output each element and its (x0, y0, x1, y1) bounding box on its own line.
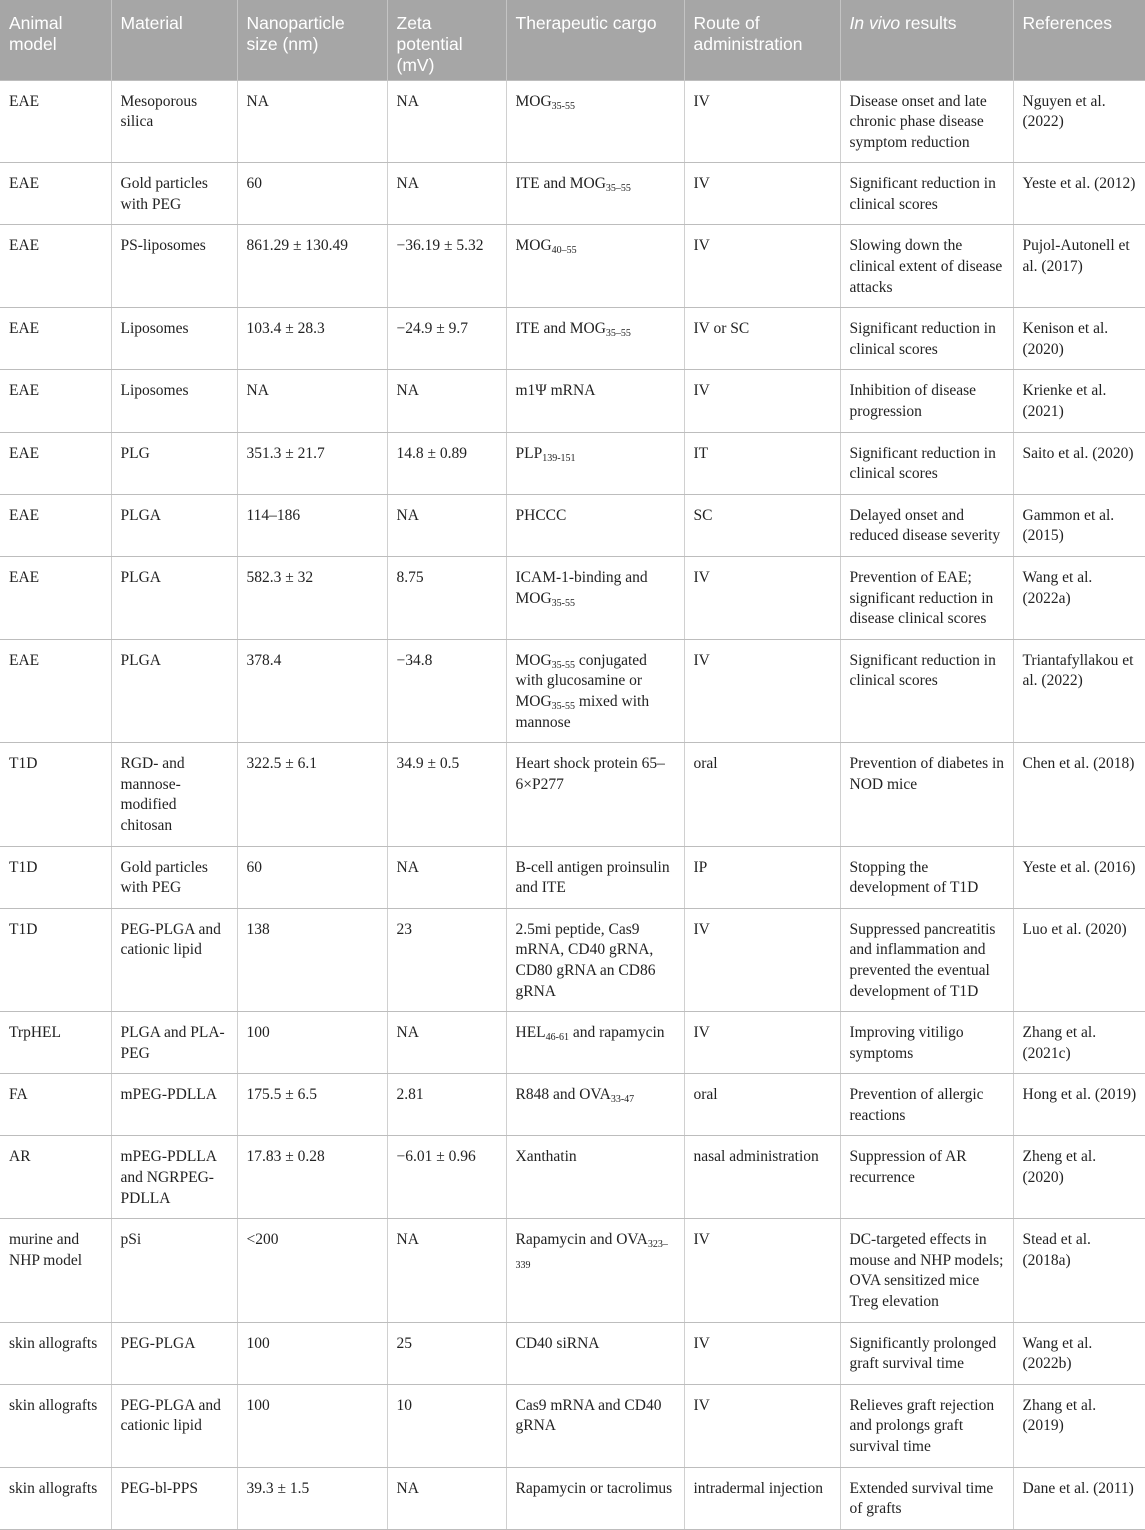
table-row (0, 1074, 1145, 1136)
results-cell: Slowing down the clinical extent of disease attacks (840, 225, 1013, 308)
cargo-cell (506, 370, 684, 432)
material-cell: pSi (111, 1219, 237, 1322)
zeta-cell: −24.9 ± 9.7 (387, 308, 506, 370)
cargo-cell (506, 494, 684, 556)
results-cell: Delayed onset and reduced disease severity (840, 494, 1013, 556)
material-cell: Mesoporous silica (111, 80, 237, 163)
size-cell: 60 (237, 163, 387, 225)
reference-cell: Stead et al. (2018a) (1013, 1219, 1145, 1322)
reference-cell: Yeste et al. (2012) (1013, 163, 1145, 225)
cargo-text: MOG (515, 92, 552, 110)
zeta-cell: 10 (387, 1384, 506, 1467)
size-cell: 100 (237, 1384, 387, 1467)
reference-cell: Luo et al. (2020) (1013, 908, 1145, 1011)
reference-cell: Chen et al. (2018) (1013, 743, 1145, 846)
table-row (0, 639, 1145, 742)
cargo-text: HEL (515, 1024, 546, 1042)
cargo-cell (506, 308, 684, 370)
results-cell: Significantly prolonged graft survival time (840, 1322, 1013, 1384)
cargo-subscript: 35-55 (551, 700, 576, 712)
size-cell: 861.29 ± 130.49 (237, 225, 387, 308)
zeta-cell: NA (387, 370, 506, 432)
table-row (0, 370, 1145, 432)
route-cell: oral (684, 1074, 840, 1136)
zeta-cell: 2.81 (387, 1074, 506, 1136)
cargo-text: Xanthatin (515, 1148, 577, 1166)
cargo-subscript: 35-55 (551, 100, 576, 112)
route-cell: IV (684, 1384, 840, 1467)
cargo-text: R848 and OVA (515, 1086, 611, 1104)
route-cell: IV (684, 557, 840, 640)
cargo-subscript: 40–55 (551, 245, 577, 257)
table-row (0, 846, 1145, 908)
table-body (0, 80, 1145, 1529)
material-cell: PLG (111, 432, 237, 494)
material-cell: PLGA (111, 494, 237, 556)
cargo-cell (506, 1012, 684, 1074)
cargo-text: and rapamycin (568, 1024, 665, 1042)
size-cell: NA (237, 370, 387, 432)
header-route: Route of administration (684, 0, 840, 80)
results-cell: Prevention of diabetes in NOD mice (840, 743, 1013, 846)
cargo-text: MOG (515, 651, 552, 669)
cargo-subscript: 323–339 (515, 1239, 668, 1271)
route-cell: oral (684, 743, 840, 846)
animal-model-cell: T1D (0, 846, 111, 908)
cargo-cell (506, 1467, 684, 1529)
cargo-text: PLP (515, 444, 543, 462)
results-cell: Inhibition of disease progression (840, 370, 1013, 432)
animal-model-cell: EAE (0, 432, 111, 494)
route-cell: IV (684, 370, 840, 432)
animal-model-cell: skin allografts (0, 1384, 111, 1467)
zeta-cell: 14.8 ± 0.89 (387, 432, 506, 494)
route-cell: IV (684, 163, 840, 225)
header-zeta-potential: Zeta potential (mV) (387, 0, 506, 80)
route-cell: IV (684, 639, 840, 742)
table-row (0, 494, 1145, 556)
material-cell: PLGA (111, 557, 237, 640)
results-cell: Significant reduction in clinical scores (840, 639, 1013, 742)
cargo-text: PHCCC (515, 506, 567, 524)
results-cell: Significant reduction in clinical scores (840, 308, 1013, 370)
zeta-cell: 8.75 (387, 557, 506, 640)
material-cell: Gold particles with PEG (111, 846, 237, 908)
material-cell: PEG-PLGA and cationic lipid (111, 908, 237, 1011)
cargo-text: ICAM-1-binding and MOG (515, 569, 648, 607)
animal-model-cell: TrpHEL (0, 1012, 111, 1074)
results-cell: Improving vitiligo symptoms (840, 1012, 1013, 1074)
route-cell: intradermal injection (684, 1467, 840, 1529)
cargo-text: MOG (515, 237, 552, 255)
cargo-cell (506, 1136, 684, 1219)
route-cell: IV (684, 1219, 840, 1322)
size-cell: 322.5 ± 6.1 (237, 743, 387, 846)
reference-cell: Gammon et al. (2015) (1013, 494, 1145, 556)
cargo-cell (506, 1384, 684, 1467)
reference-cell: Hong et al. (2019) (1013, 1074, 1145, 1136)
animal-model-cell: T1D (0, 908, 111, 1011)
table-row (0, 1012, 1145, 1074)
animal-model-cell: T1D (0, 743, 111, 846)
zeta-cell: NA (387, 80, 506, 163)
reference-cell: Wang et al. (2022b) (1013, 1322, 1145, 1384)
cargo-cell (506, 80, 684, 163)
animal-model-cell: AR (0, 1136, 111, 1219)
header-therapeutic-cargo: Therapeutic cargo (506, 0, 684, 80)
cargo-subscript: 46-61 (545, 1032, 569, 1044)
reference-cell: Nguyen et al. (2022) (1013, 80, 1145, 163)
header-animal-model: Animal model (0, 0, 111, 80)
header-in-vivo-results (840, 0, 1013, 80)
zeta-cell: −34.8 (387, 639, 506, 742)
zeta-cell: NA (387, 494, 506, 556)
material-cell: RGD- and mannose-modified chitosan (111, 743, 237, 846)
size-cell: 114–186 (237, 494, 387, 556)
route-cell: IV or SC (684, 308, 840, 370)
zeta-cell: NA (387, 163, 506, 225)
reference-cell: Zhang et al. (2019) (1013, 1384, 1145, 1467)
results-cell: Prevention of allergic reactions (840, 1074, 1013, 1136)
reference-cell: Zheng et al. (2020) (1013, 1136, 1145, 1219)
cargo-subscript: 139-151 (542, 452, 576, 464)
cargo-subscript: 35–55 (605, 328, 631, 340)
material-cell: Gold particles with PEG (111, 163, 237, 225)
cargo-cell (506, 225, 684, 308)
header-results-text: results (900, 13, 957, 33)
cargo-cell (506, 908, 684, 1011)
size-cell: 103.4 ± 28.3 (237, 308, 387, 370)
results-cell: Significant reduction in clinical scores (840, 432, 1013, 494)
animal-model-cell: EAE (0, 225, 111, 308)
cargo-cell (506, 639, 684, 742)
route-cell: IV (684, 1322, 840, 1384)
cargo-text: ITE and MOG (515, 175, 606, 193)
results-cell: Extended survival time of grafts (840, 1467, 1013, 1529)
size-cell: 17.83 ± 0.28 (237, 1136, 387, 1219)
route-cell: IP (684, 846, 840, 908)
cargo-cell (506, 1322, 684, 1384)
results-cell: Significant reduction in clinical scores (840, 163, 1013, 225)
header-references: References (1013, 0, 1145, 80)
cargo-text: m1Ψ mRNA (515, 382, 596, 400)
material-cell: Liposomes (111, 370, 237, 432)
material-cell: PEG-PLGA and cationic lipid (111, 1384, 237, 1467)
route-cell: IV (684, 1012, 840, 1074)
size-cell: 351.3 ± 21.7 (237, 432, 387, 494)
reference-cell: Kenison et al. (2020) (1013, 308, 1145, 370)
results-cell: Stopping the development of T1D (840, 846, 1013, 908)
table-row (0, 432, 1145, 494)
size-cell: 138 (237, 908, 387, 1011)
cargo-text: Rapamycin and OVA (515, 1231, 648, 1249)
animal-model-cell: EAE (0, 163, 111, 225)
size-cell: <200 (237, 1219, 387, 1322)
cargo-cell (506, 432, 684, 494)
zeta-cell: 23 (387, 908, 506, 1011)
zeta-cell: −6.01 ± 0.96 (387, 1136, 506, 1219)
size-cell: 100 (237, 1322, 387, 1384)
cargo-text: Heart shock protein 65–6×P277 (515, 755, 665, 793)
table-row (0, 557, 1145, 640)
cargo-cell (506, 846, 684, 908)
animal-model-cell: EAE (0, 639, 111, 742)
reference-cell: Zhang et al. (2021c) (1013, 1012, 1145, 1074)
cargo-text: mixed with mannose (515, 692, 650, 731)
table-row (0, 80, 1145, 163)
cargo-text: 2.5mi peptide, Cas9 mRNA, CD40 gRNA, CD80 gRNA an CD86 gRNA (515, 920, 656, 1000)
table-row (0, 1384, 1145, 1467)
zeta-cell: NA (387, 1219, 506, 1322)
route-cell: SC (684, 494, 840, 556)
cargo-text: Rapamycin or tacrolimus (515, 1479, 673, 1497)
route-cell: IT (684, 432, 840, 494)
material-cell: PEG-bl-PPS (111, 1467, 237, 1529)
animal-model-cell: EAE (0, 80, 111, 163)
route-cell: IV (684, 908, 840, 1011)
reference-cell: Yeste et al. (2016) (1013, 846, 1145, 908)
material-cell: mPEG-PDLLA (111, 1074, 237, 1136)
reference-cell: Saito et al. (2020) (1013, 432, 1145, 494)
size-cell: 60 (237, 846, 387, 908)
size-cell: 39.3 ± 1.5 (237, 1467, 387, 1529)
size-cell: 175.5 ± 6.5 (237, 1074, 387, 1136)
cargo-text: Cas9 mRNA and CD40 gRNA (515, 1396, 662, 1435)
animal-model-cell: EAE (0, 494, 111, 556)
size-cell: 582.3 ± 32 (237, 557, 387, 640)
zeta-cell: 25 (387, 1322, 506, 1384)
cargo-subscript: 35-55 (551, 659, 576, 671)
cargo-cell (506, 1219, 684, 1322)
size-cell: 100 (237, 1012, 387, 1074)
zeta-cell: −36.19 ± 5.32 (387, 225, 506, 308)
reference-cell: Triantafyllakou et al. (2022) (1013, 639, 1145, 742)
header-row (0, 0, 1145, 80)
cargo-cell (506, 1074, 684, 1136)
results-cell: Suppression of AR recurrence (840, 1136, 1013, 1219)
cargo-cell (506, 743, 684, 846)
results-cell: DC-targeted effects in mouse and NHP models; OVA sensitized mice Treg elevation (840, 1219, 1013, 1322)
zeta-cell: NA (387, 1012, 506, 1074)
table-row (0, 1467, 1145, 1529)
zeta-cell: NA (387, 1467, 506, 1529)
material-cell: PEG-PLGA (111, 1322, 237, 1384)
table-row (0, 163, 1145, 225)
table-row (0, 1219, 1145, 1322)
header-material: Material (111, 0, 237, 80)
cargo-subscript: 33-47 (610, 1094, 635, 1106)
route-cell: IV (684, 225, 840, 308)
table-row (0, 908, 1145, 1011)
reference-cell: Krienke et al. (2021) (1013, 370, 1145, 432)
animal-model-cell: skin allografts (0, 1322, 111, 1384)
cargo-subscript: 35–55 (605, 183, 631, 195)
cargo-cell (506, 163, 684, 225)
results-cell: Relieves graft rejection and prolongs graft survival time (840, 1384, 1013, 1467)
results-cell: Suppressed pancreatitis and inflammation and prevented the eventual development of T1D (840, 908, 1013, 1011)
reference-cell: Pujol-Autonell et al. (2017) (1013, 225, 1145, 308)
cargo-text: CD40 siRNA (515, 1334, 600, 1352)
results-cell: Prevention of EAE; significant reduction in disease clinical scores (840, 557, 1013, 640)
animal-model-cell: FA (0, 1074, 111, 1136)
size-cell: NA (237, 80, 387, 163)
material-cell: Liposomes (111, 308, 237, 370)
size-cell: 378.4 (237, 639, 387, 742)
cargo-text: B-cell antigen proinsulin and ITE (515, 858, 670, 897)
table-row (0, 743, 1145, 846)
zeta-cell: 34.9 ± 0.5 (387, 743, 506, 846)
results-cell: Disease onset and late chronic phase disease symptom reduction (840, 80, 1013, 163)
cargo-text: ITE and MOG (515, 320, 606, 338)
table-row (0, 225, 1145, 308)
animal-model-cell: EAE (0, 308, 111, 370)
material-cell: PS-liposomes (111, 225, 237, 308)
route-cell: IV (684, 80, 840, 163)
animal-model-cell: EAE (0, 557, 111, 640)
table-row (0, 308, 1145, 370)
header-nanoparticle-size: Nanoparticle size (nm) (237, 0, 387, 80)
zeta-cell: NA (387, 846, 506, 908)
table-row (0, 1322, 1145, 1384)
header-in-vivo-italic: In vivo (849, 13, 901, 33)
animal-model-cell: skin allografts (0, 1467, 111, 1529)
material-cell: PLGA and PLA-PEG (111, 1012, 237, 1074)
cargo-subscript: 35-55 (551, 597, 576, 609)
table-row (0, 1136, 1145, 1219)
material-cell: mPEG-PDLLA and NGRPEG-PDLLA (111, 1136, 237, 1219)
reference-cell: Wang et al. (2022a) (1013, 557, 1145, 640)
route-cell: nasal administration (684, 1136, 840, 1219)
animal-model-cell: EAE (0, 370, 111, 432)
cargo-cell (506, 557, 684, 640)
reference-cell: Dane et al. (2011) (1013, 1467, 1145, 1529)
cargo-text: conjugated with glucosamine or MOG (515, 651, 647, 710)
animal-model-cell: murine and NHP model (0, 1219, 111, 1322)
material-cell: PLGA (111, 639, 237, 742)
